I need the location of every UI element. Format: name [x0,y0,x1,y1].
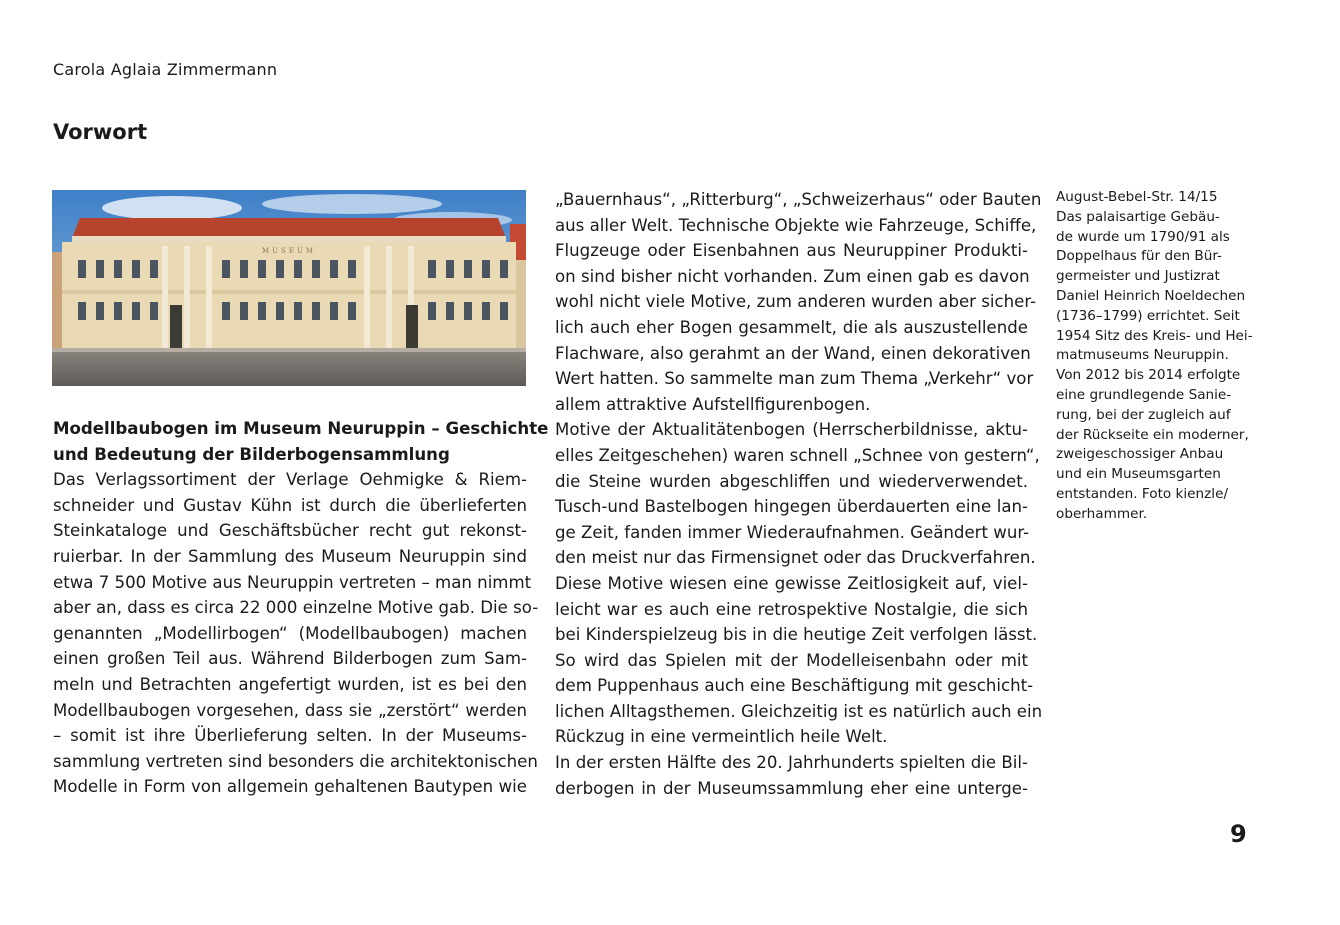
facade-window [78,302,86,320]
text-line: wohl nicht viele Motive, zum anderen wurden aber sicher- [555,292,1037,312]
museum-photo [52,190,526,386]
text-line: Modelle in Form von allgemein gehaltenen Bautypen wie [53,777,527,797]
caption-line: eine grundlegende Sanie- [1056,386,1232,403]
text-line: sammlung vertreten sind besonders die architektonischen [53,751,538,771]
facade-window [96,260,104,278]
text-line: on sind bisher nicht vorhanden. Zum einen gab es davon [555,266,1030,286]
paragraph [555,417,1043,750]
facade-window [464,302,472,320]
column-middle [555,187,1043,801]
caption-line: und ein Museumsgarten [1056,466,1221,483]
facade-window [78,260,86,278]
caption-line: Daniel Heinrich Noeldechen [1056,287,1246,304]
text-line: „Bauernhaus“, „Ritterburg“, „Schweizerhaus“ oder Bauten [555,190,1042,209]
text-line: lichen Alltagsthemen. Gleichzeitig ist es natürlich auch ein [555,701,1043,721]
facade-window [482,302,490,320]
facade-window [114,302,122,320]
text-line: Flugzeuge oder Eisenbahnen aus Neuruppiner Produkti- [555,241,1028,261]
facade-window [330,260,338,278]
facade-window [150,260,158,278]
facade-window [258,302,266,320]
facade-window [348,302,356,320]
text-line: aus aller Welt. Technische Objekte wie Fahrzeuge, Schiffe, [555,215,1037,235]
paragraph [53,467,539,800]
text-line: genannten „Modellirbogen“ (Modellbaubogen) machen [53,623,527,643]
paragraph [555,750,1028,801]
text-line: ruierbar. In der Sammlung des Museum Neuruppin sind [53,546,527,566]
text-line: In der ersten Hälfte des 20. Jahrhunderts spielten die Bil- [555,753,1028,773]
facade-window [258,260,266,278]
text-line: elles Zeitgeschehen) waren schnell „Schnee von gestern“, [555,445,1040,465]
facade-window [482,260,490,278]
facade-window [446,302,454,320]
text-line: bei Kinderspielzeug bis in die heutige Zeit verfolgen lässt. [555,625,1038,645]
paragraph [555,187,1042,417]
caption-line: (1736–1799) errichtet. Seit [1056,307,1240,324]
facade-window [150,302,158,320]
text-line: Modellbaubogen vorgesehen, dass sie „zerstört“ werden [53,700,527,720]
section-subheading [53,416,549,467]
text-line: Diese Motive wiesen eine gewisse Zeitlosigkeit auf, viel- [555,573,1028,593]
text-line: etwa 7 500 Motive aus Neuruppin vertreten – man nimmt [53,572,532,592]
text-line: lich auch eher Bogen gesammelt, die als auszustellende [555,317,1028,337]
text-line: Modellbaubogen im Museum Neuruppin – Geschichte [53,419,549,438]
text-line: Rückzug in eine vermeintlich heile Welt. [555,727,888,747]
caption-line: Von 2012 bis 2014 erfolgte [1056,367,1241,384]
facade-window [114,260,122,278]
facade-window [464,260,472,278]
text-line: ge Zeit, fanden immer Wiederaufnahmen. Geändert wur- [555,522,1030,542]
text-line: meln und Betrachten angefertigt wurden, ist es bei den [53,674,527,694]
facade-window [294,302,302,320]
caption-line: matmuseums Neuruppin. [1056,347,1229,364]
text-line: Motive der Aktualitätenbogen (Herrscherbildnisse, aktu- [555,420,1028,440]
author-name: Carola Aglaia Zimmermann [53,60,278,79]
caption-line: germeister und Justizrat [1056,268,1220,285]
facade-window [428,302,436,320]
facade-window [500,260,508,278]
photo-caption [1056,188,1256,525]
facade-window [312,260,320,278]
text-line: die Steine wurden abgeschliffen und wiederverwendet. [555,471,1028,491]
facade-window [428,260,436,278]
facade-window [330,302,338,320]
facade-window [96,302,104,320]
text-line: Das Verlagssortiment der Verlage Oehmigke & Riem- [53,470,527,490]
text-line: schneider und Gustav Kühn ist durch die überlieferten [53,495,527,515]
facade-window [222,260,230,278]
text-line: und Bedeutung der Bilderbogensammlung [53,444,450,464]
caption-line: zweigeschossiger Anbau [1056,446,1224,463]
facade-window [500,302,508,320]
caption-line: rung, bei der zugleich auf [1056,406,1231,423]
facade-window [240,302,248,320]
facade-window [348,260,356,278]
column-left [53,416,549,800]
facade-window [240,260,248,278]
facade-window [132,302,140,320]
caption-line: der Rückseite ein moderner, [1056,426,1249,443]
facade-window [276,302,284,320]
caption-line: de wurde um 1790/91 als [1056,228,1230,245]
text-line: leicht war es auch eine retrospektive Nostalgie, die sich [555,599,1028,619]
museum-sign: MUSEUM [261,247,317,255]
text-line: derbogen in der Museumssammlung eher eine unterge- [555,778,1028,798]
text-line: Flachware, also gerahmt an der Wand, einen dekorativen [555,343,1031,363]
text-line: Wert hatten. So sammelte man zum Thema „Verkehr“ vor [555,369,1034,389]
text-line: aber an, dass es circa 22 000 einzelne Motive gab. Die so- [53,598,539,618]
caption-title: August-Bebel-Str. 14/15 [1056,189,1218,205]
page-title: Vorwort [53,120,148,144]
text-line: dem Puppenhaus auch eine Beschäftigung mit geschicht- [555,676,1034,696]
facade-window [132,260,140,278]
caption-line: Doppelhaus für den Bür- [1056,248,1222,265]
text-line: allem attraktive Aufstellfigurenbogen. [555,394,871,414]
text-line: So wird das Spielen mit der Modelleisenbahn oder mit [555,650,1028,670]
text-line: einen großen Teil aus. Während Bilderbogen zum Sam- [53,649,527,669]
facade-window [276,260,284,278]
caption-line: oberhammer. [1056,505,1148,522]
facade-window [312,302,320,320]
text-line: Tusch-und Bastelbogen hingegen überdauerten eine lan- [555,497,1028,517]
facade-window [222,302,230,320]
caption-line: Das palaisartige Gebäu- [1056,208,1220,225]
text-line: Steinkataloge und Geschäftsbücher recht gut rekonst- [53,521,527,541]
page-number: 9 [1230,820,1247,848]
text-line: – somit ist ihre Überlieferung selten. In der Museums- [53,726,527,746]
text-line: den meist nur das Firmensignet oder das Druckverfahren. [555,548,1036,568]
facade-window [446,260,454,278]
facade-window [294,260,302,278]
caption-line: 1954 Sitz des Kreis- und Hei- [1056,327,1253,344]
caption-line: entstanden. Foto kienzle/ [1056,485,1229,502]
